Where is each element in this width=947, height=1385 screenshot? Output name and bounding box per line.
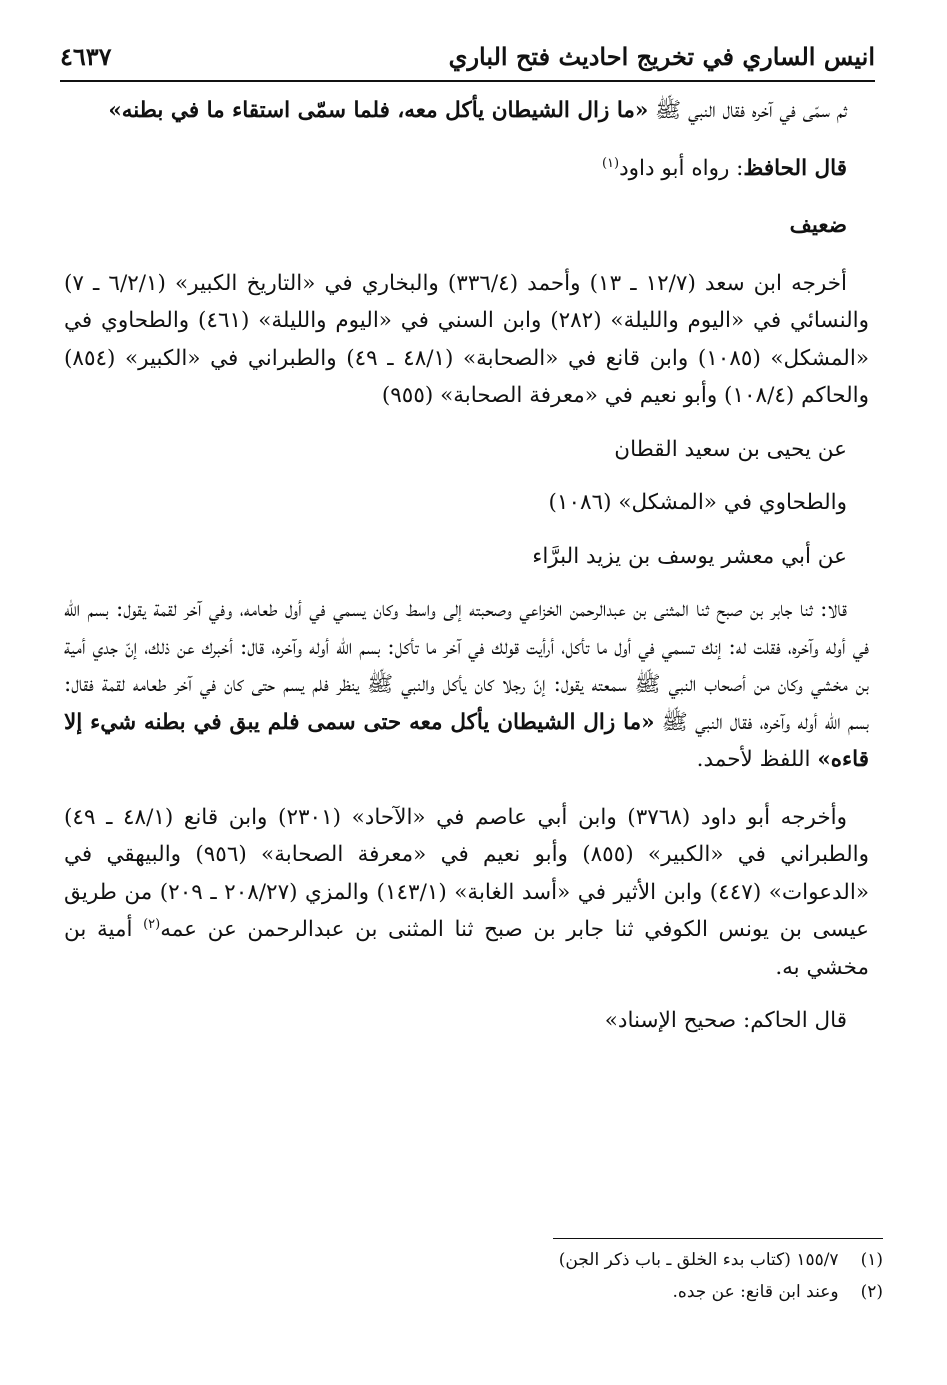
hadith-intro: ثم سمّى في آخره فقال النبي ﷺ xyxy=(648,98,847,123)
footnote-text: ١٥٥/٧ (كتاب بدء الخلق ـ باب ذكر الجن) xyxy=(558,1250,839,1270)
narration-text: قالا: ثنا جابر بن صبح ثنا المثنى بن عبدالرحمن الخزاعي وصحبته إلى واسط وكان يسمي في أول طعامه، وفي آخر لقمة يقول: بسم الله في أوله وآخره، فقلت له: إنك تسمي في أول ما تأكل، أرأيت قولك في آخر ما تأكل: بسم الله أوله وآخره، قال: أخبرك عن ذلك، إنّ جدي أمية بن مخشي وكان من أصحاب النبي ﷺ سمعته يقول: إنّ رجلا كان يأكل والنبي ﷺ ينظر فلم يسم حتى كان في آخر طعامه لقمة فقال: بسم الله أوله وآخره، فقال النبي ﷺ xyxy=(64,597,869,735)
footnote-divider xyxy=(553,1238,883,1239)
footnote-1 xyxy=(64,1244,883,1276)
hafiz-label: قال الحافظ xyxy=(743,155,847,181)
footnote-2 xyxy=(64,1276,883,1308)
grade-label: ضعيف xyxy=(789,213,847,238)
page-number: ٤٦٣٧ xyxy=(60,41,112,71)
running-title: انيس الساري في تخريج احاديث فتح الباري xyxy=(448,41,875,71)
chain-line-1: عن يحيى بن سعيد القطان xyxy=(614,436,847,462)
footnotes xyxy=(64,1244,883,1308)
chain-line-3: عن أبي معشر يوسف بن يزيد البرَّاء xyxy=(532,543,847,569)
takhrij-text: وأخرجه أبو داود (٣٧٦٨) وابن أبي عاصم في «الآحاد» (٢٣٠١) وابن قانع (٤٨/١ ـ ٤٩) والطبراني في «الكبير» (٨٥٥) وأبو نعيم في «معرفة الصحابة» (٩٥٦) والبيهقي في «الدعوات» (٤٤٧) وابن الأثير في «أسد الغابة» (١٤٣/١) والمزي (٢٠٨/٢٧ ـ ٢٠٩) من طريق عيسى بن يونس الكوفي ثنا جابر بن صبح ثنا المثنى بن عبدالرحمن عن عمه xyxy=(64,804,869,942)
takhrij-paragraph-2 xyxy=(64,799,869,987)
footnote-number: (٢) xyxy=(860,1282,883,1302)
takhrij-end: أمية بن مخشي به. xyxy=(64,917,869,980)
hadith-quote: «ما زال الشيطان يأكل معه، فلما سمّى استقاء ما في بطنه» xyxy=(108,98,649,123)
narration-quote: «ما زال الشيطان يأكل معه حتى سمى فلم يبق في بطنه شيء إلا قاءه» xyxy=(64,709,869,772)
narration-paragraph xyxy=(64,591,869,779)
narration-note: اللفظ لأحمد. xyxy=(696,747,818,772)
header-divider xyxy=(60,80,875,82)
footnote-text: وعند ابن قانع: عن جده. xyxy=(672,1282,839,1302)
hafiz-text: : رواه أبو داود xyxy=(619,155,744,181)
takhrij-paragraph-1: أخرجه ابن سعد (١٢/٧ ـ ١٣) وأحمد (٣٣٦/٤) والبخاري في «التاريخ الكبير» (٦/٢/١ ـ ٧) والنسائي في «اليوم والليلة» (٢٨٢) وابن السني في «اليوم والليلة» (٤٦١) والطحاوي في «المشكل» (١٠٨٥) وابن قانع في «الصحابة» (٤٨/١ ـ ٤٩) والطبراني في «الكبير» (٨٥٤) والحاكم (١٠٨/٤) وأبو نعيم في «معرفة الصحابة» (٩٥٥) xyxy=(64,270,869,408)
chain-line-2: والطحاوي في «المشكل» (١٠٨٦) xyxy=(548,490,847,515)
footnote-ref-1: (١) xyxy=(601,155,620,171)
hakim-statement: قال الحاكم: صحيح الإسناد» xyxy=(604,1008,847,1033)
hafiz-statement xyxy=(64,150,869,188)
page-header xyxy=(60,36,875,76)
footnote-number: (١) xyxy=(860,1250,883,1270)
main-text xyxy=(64,92,869,1040)
footnote-ref-2: (٢) xyxy=(143,916,161,932)
hadith-paragraph xyxy=(64,92,869,130)
